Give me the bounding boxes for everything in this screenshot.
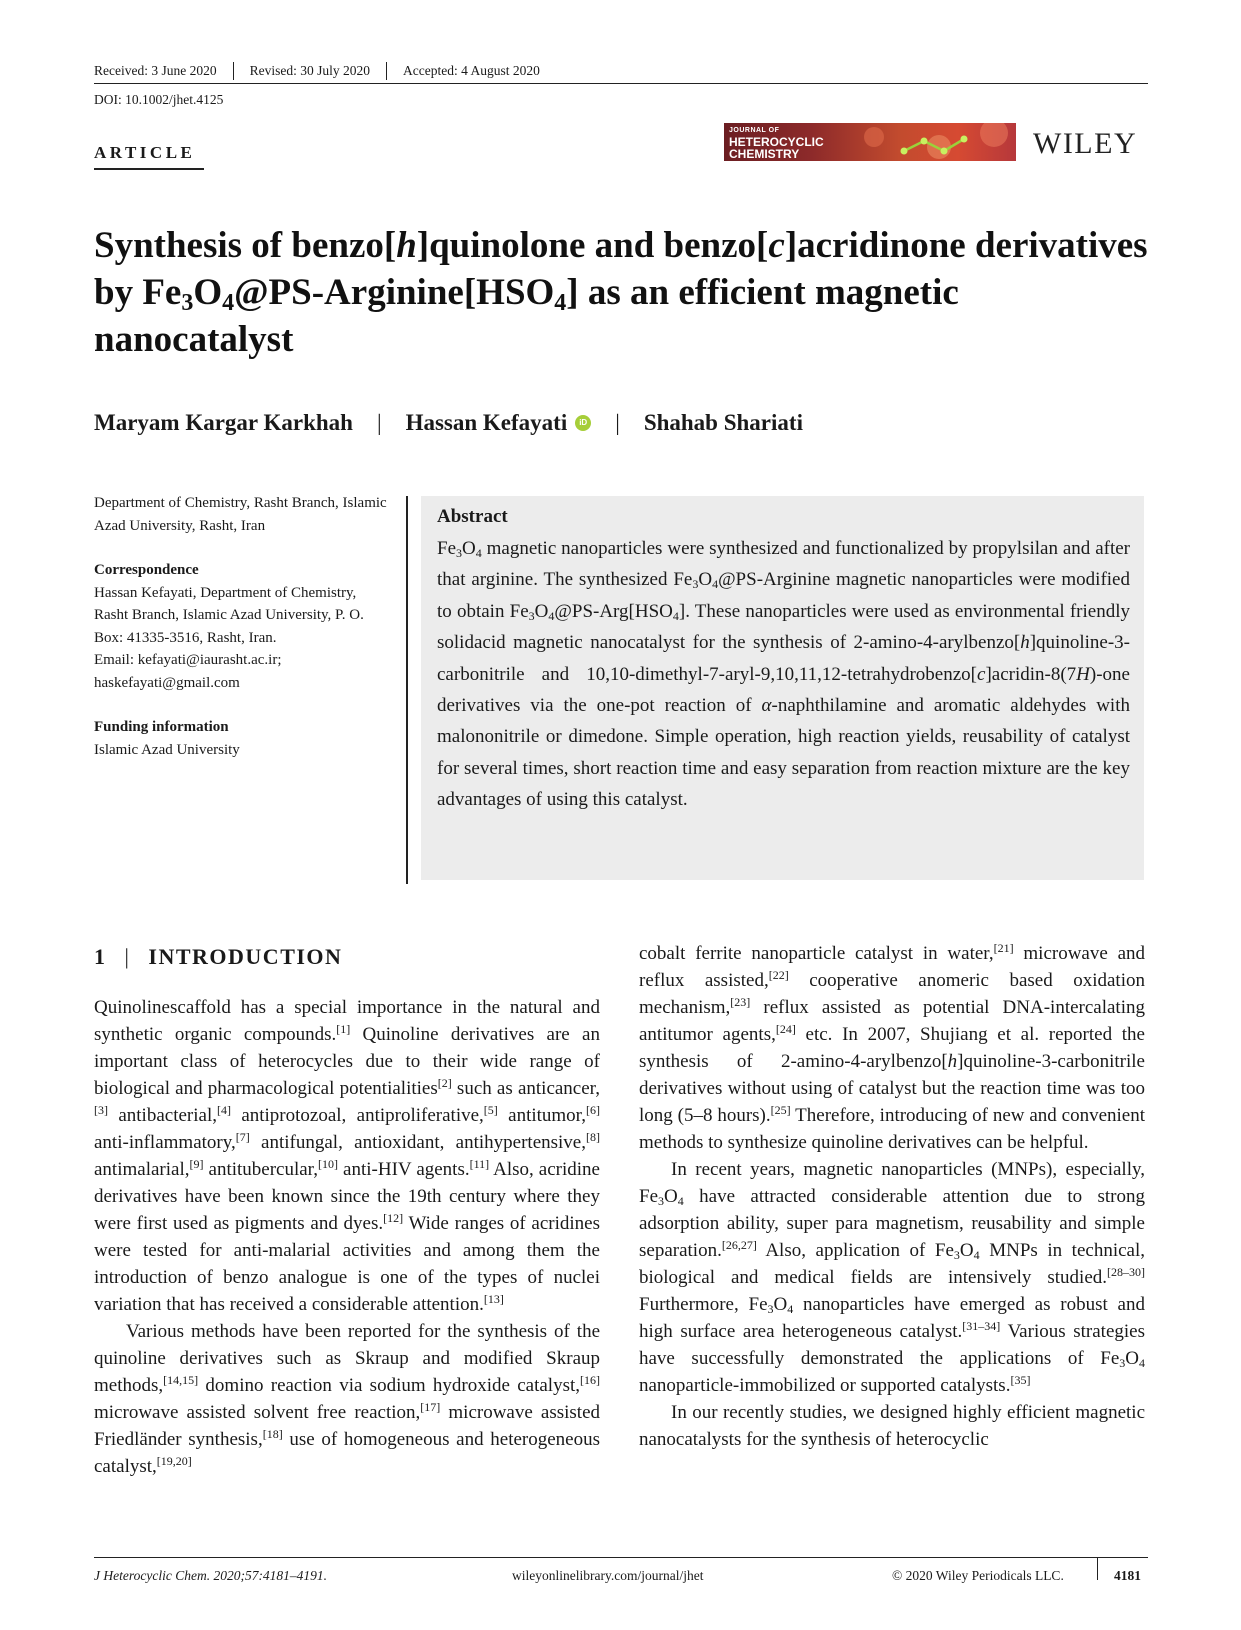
author-info — [94, 492, 394, 761]
doi[interactable]: DOI: 10.1002/jhet.4125 — [94, 92, 224, 107]
info-divider — [406, 496, 408, 884]
paragraph: Quinolinescaffold has a special importance in the natural and synthetic organic compounds.[1] Quinoline derivatives are an important class of heterocycles due to their wide range of biological and pharmacological potentialities[2] such as anticancer,[3] antibacterial,[4] antiprotozoal, antiproliferative,[5] antitumor,[6] anti-inflammatory,[7] antifungal, antioxidant, antihypertensive,[8] antimalarial,[9] antitubercular,[10] anti-HIV agents.[11] Also, acridine derivatives have been known since the 19th century where they were first used as pigments and dyes.[12] Wide ranges of acridines were tested for anti-malarial activities and among them the introduction of benzo analogue is one of the types of nuclei variation that has received a considerable attention.[13] — [94, 997, 600, 1315]
author-separator: | — [615, 410, 620, 435]
abstract-text: $Fe_3O_4$ magnetic nanoparticles were synthesized and functionalized by propylsilan and after that arginine. The synthesized $Fe_3O_4@PS$-Arginine magnetic nanoparticles were modified to obtain $Fe_3O_4@PS-Arg[HSO_4]$. These nanoparticles were used as environmental friendly solidacid magnetic nanocatalyst for the synthesis of 2-amino-4-arylbenzo[h]quinoline-3-carbonitrile and 10,10-dimethyl-7-aryl-9,10,11,12-tetrahydrobenzo[c]acridin-8(7H)-one derivatives via the one-pot reaction of α-naphthilamine and aromatic aldehydes with malononitrile or dimedone. Simple operation, high reaction yields, reusability of catalyst for several times, short reaction time and easy separation from reaction mixture are the key advantages of using this catalyst. — [437, 538, 1130, 811]
correspondence-text: Hassan Kefayati, Department of Chemistry, Rasht Branch, Islamic Azad University, P. O. Box: 41335-3516, Rasht, Iran. — [94, 584, 364, 646]
author-list — [94, 410, 803, 436]
paragraph: In recent years, magnetic nanoparticles (MNPs), especially, $Fe_3O_4$ have attracted considerable attention due to strong adsorption ability, super para magnetism, reusability and simple separation.[26,27] Also, application of $Fe_3O_4$ MNPs in technical, biological and medical fields are intensively studied.[28–30] Furthermore, $Fe_3O_4$ nanoparticles have emerged as robust and high surface area heterogeneous catalyst.[31–34] Various strategies have successfully demonstrated the applications of $Fe_3O_4$ nanoparticle-immobilized or supported catalysts.[35] — [639, 1159, 1145, 1396]
paragraph: cobalt ferrite nanoparticle catalyst in water,[21] microwave and reflux assisted,[22] cooperative anomeric based oxidation mechanism,[23] reflux assisted as potential DNA-intercalating antitumor agents,[24] etc. In 2007, Shujiang et al. reported the synthesis of 2-amino-4-arylbenzo[h]quinoline-3-carbonitrile derivatives without using of catalyst but the reaction time was too long (5–8 hours).[25] Therefore, introducing of new and convenient methods to synthesize quinoline derivatives can be helpful. — [639, 941, 1146, 1153]
correspondence-heading: Correspondence — [94, 562, 199, 578]
paragraph: Various methods have been reported for the synthesis of the quinoline derivatives such as Skraup and modified Skraup methods,[14,15] domino reaction via sodium hydroxide catalyst,[16] microwave assisted solvent free reaction,[17] microwave assisted Friedländer synthesis,[18] use of homogeneous and heterogeneous catalyst,[19,20] — [94, 1321, 601, 1477]
author-name[interactable]: Maryam Kargar Karkhah — [94, 410, 353, 435]
paragraph: In our recently studies, we designed highly efficient magnetic nanocatalysts for the synthesis of heterocyclic — [639, 1402, 1145, 1450]
footer-copyright: © 2020 Wiley Periodicals LLC. — [892, 1568, 1064, 1583]
footer-citation: J Heterocyclic Chem. 2020;57:4181–4191. — [94, 1568, 328, 1583]
footer-divider — [1097, 1558, 1098, 1580]
funding-heading: Funding information — [94, 719, 229, 735]
correspondence-email[interactable]: Email: kefayati@iaurasht.ac.ir; haskefayati@gmail.com — [94, 652, 282, 691]
section-heading: 1 | INTRODUCTION — [94, 944, 343, 969]
footer-url[interactable]: wileyonlinelibrary.com/journal/jhet — [512, 1568, 704, 1583]
body-column-right — [639, 940, 1145, 1453]
received-date: Received: 3 June 2020 — [94, 62, 234, 80]
article-title: Synthesis of benzo[h]quinolone and benzo[c]acridinone derivatives by $Fe_3O_4@PS-Arginine[HSO_4]$ as an efficient magnetic nanocatalyst — [94, 225, 1148, 360]
footer-rule — [94, 1557, 1148, 1558]
revised-date: Revised: 30 July 2020 — [250, 62, 387, 80]
header-rule — [94, 83, 1148, 84]
abstract-heading: Abstract — [437, 506, 508, 527]
article-type-underline — [94, 168, 204, 170]
funding-text: Islamic Azad University — [94, 741, 240, 758]
body-column-left — [94, 994, 600, 1480]
author-name[interactable]: Shahab Shariati — [643, 410, 803, 435]
journal-logo-text: JOURNAL OF HETEROCYCLIC CHEMISTRY — [729, 127, 824, 161]
article-type: ARTICLE — [94, 143, 196, 162]
author-separator: | — [376, 410, 382, 435]
author-name[interactable]: Hassan Kefayati — [405, 410, 568, 435]
affiliation: Department of Chemistry, Rasht Branch, Islamic Azad University, Rasht, Iran — [94, 495, 387, 534]
orcid-icon[interactable]: iD — [575, 415, 591, 431]
molecule-graphic-icon — [844, 123, 1016, 161]
publisher-logo[interactable]: WILEY — [1033, 127, 1138, 160]
page-number: 4181 — [1114, 1568, 1141, 1583]
article-dates — [94, 62, 1148, 80]
journal-logo[interactable] — [724, 123, 1016, 161]
accepted-date: Accepted: 4 August 2020 — [402, 63, 540, 78]
